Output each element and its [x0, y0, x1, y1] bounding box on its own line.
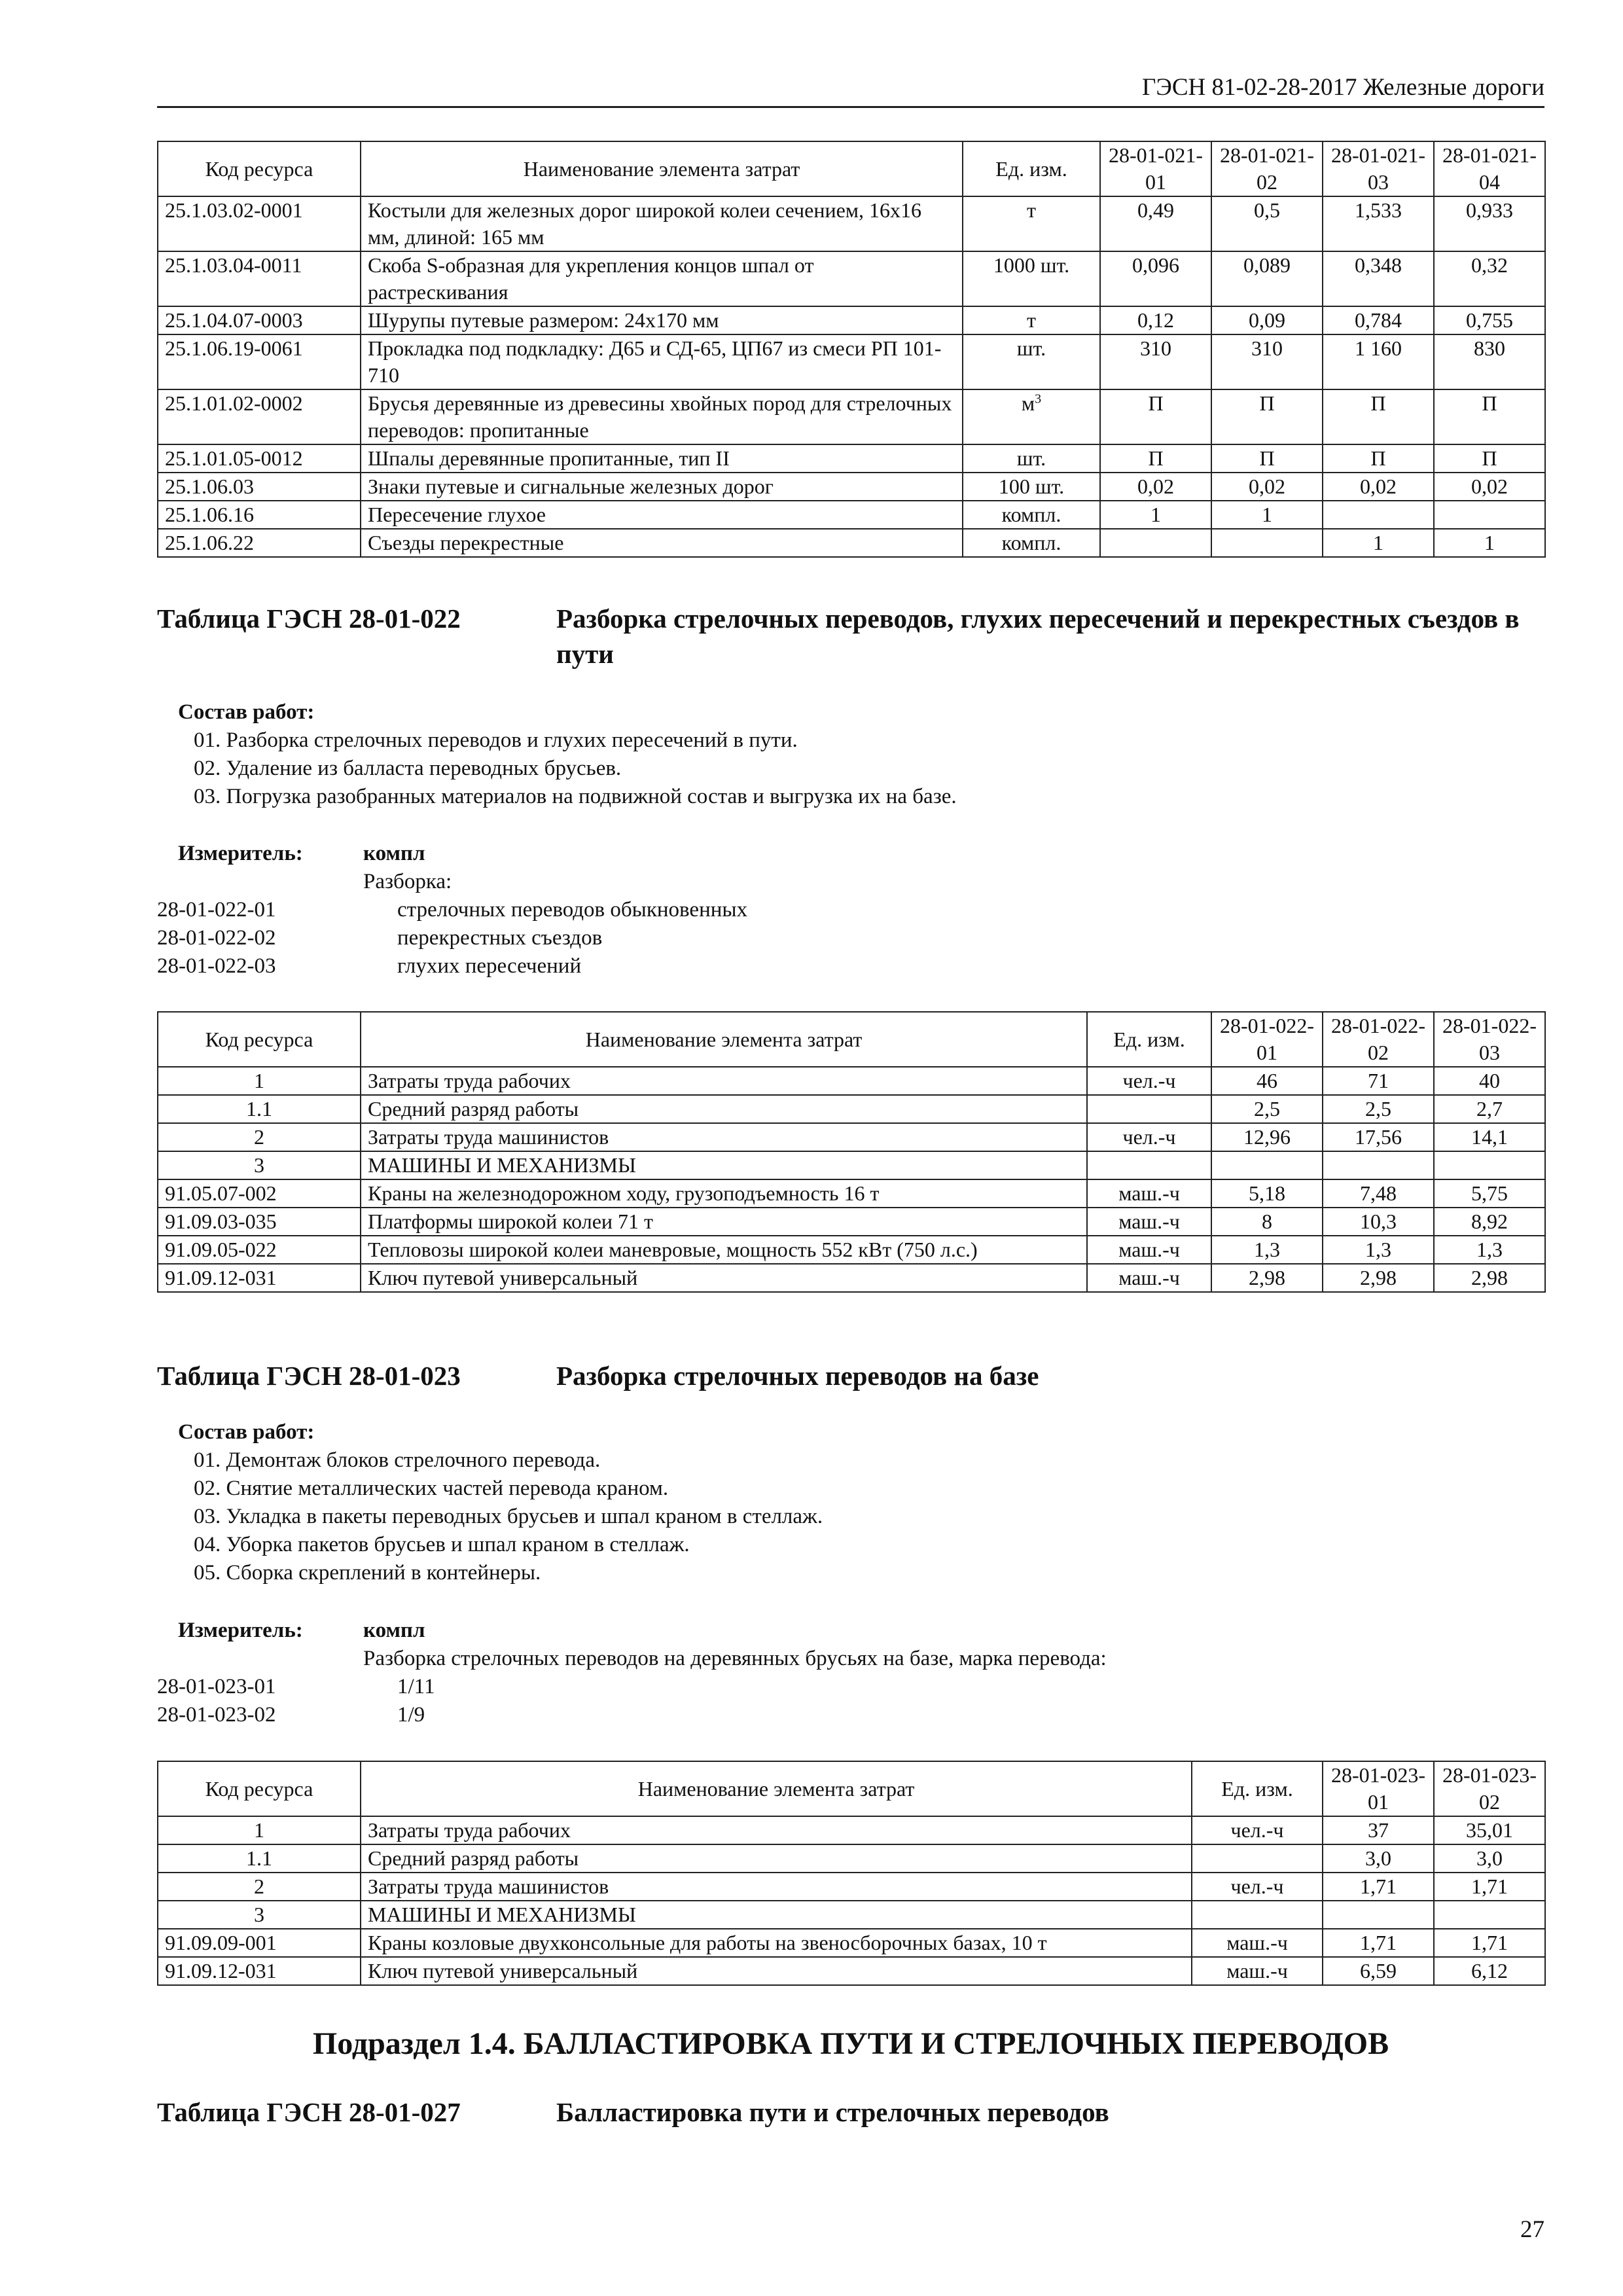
col-header-code: Код ресурса	[158, 141, 361, 196]
unit-cell	[963, 196, 1100, 251]
norm-value: 8	[1211, 1208, 1323, 1236]
norm-value: 14,1	[1434, 1123, 1545, 1151]
unit-cell	[1192, 1844, 1323, 1873]
table-title-name: Разборка стрелочных переводов, глухих пересечений и перекрестных съездов в пути	[556, 603, 1520, 669]
resource-name: Затраты труда машинистов	[361, 1873, 1192, 1901]
norm-value	[1323, 1151, 1434, 1179]
unit-cell	[1087, 1264, 1211, 1292]
table-row	[158, 1123, 1545, 1151]
unit-text: маш.-ч	[1118, 1210, 1180, 1233]
unit-cell	[963, 334, 1100, 389]
header-rule	[157, 106, 1544, 108]
unit-text: маш.-ч	[1118, 1266, 1180, 1289]
resource-table-023	[157, 1761, 1546, 1986]
works-composition-022	[157, 698, 957, 811]
resource-name: Платформы широкой колеи 71 т	[361, 1208, 1087, 1236]
resource-name: МАШИНЫ И МЕХАНИЗМЫ	[361, 1901, 1192, 1929]
resource-name: Краны козловые двухконсольные для работы на звеносборочных базах, 10 т	[361, 1929, 1192, 1957]
unit-cell	[963, 501, 1100, 529]
norm-value: 35,01	[1434, 1816, 1545, 1844]
col-header-norm: 28-01-021-04	[1434, 141, 1545, 196]
table-023-title	[157, 1358, 1544, 1393]
norm-value: П	[1100, 444, 1211, 473]
meter-item-code: 28-01-022-01	[157, 898, 276, 922]
unit-cell	[1192, 1873, 1323, 1901]
resource-code: 25.1.04.07-0003	[158, 306, 361, 334]
meter-label: Измеритель:	[178, 1619, 303, 1642]
resource-name: Шурупы путевые размером: 24х170 мм	[361, 306, 963, 334]
norm-value: 3,0	[1434, 1844, 1545, 1873]
unit-cell	[1087, 1179, 1211, 1208]
works-item: 01. Демонтаж блоков стрелочного перевода.	[194, 1448, 601, 1472]
meter-intro: Разборка стрелочных переводов на деревянных брусьях на базе, марка перевода:	[363, 1647, 1107, 1670]
meter-item-text: 1/9	[397, 1703, 425, 1727]
subsection-title: Подраздел 1.4. БАЛЛАСТИРОВКА ПУТИ И СТРЕЛОЧНЫХ ПЕРЕВОДОВ	[312, 2026, 1389, 2061]
table-row	[158, 1179, 1545, 1208]
unit-text: маш.-ч	[1118, 1181, 1180, 1205]
table-row	[158, 1151, 1545, 1179]
norm-value: 1	[1211, 501, 1323, 529]
unit-cell	[1192, 1901, 1323, 1929]
unit-text: 100 шт.	[998, 475, 1065, 498]
norm-value: 1,3	[1434, 1236, 1545, 1264]
resource-name: Средний разряд работы	[361, 1844, 1192, 1873]
resource-code: 3	[158, 1901, 361, 1929]
meter-item	[157, 952, 1544, 980]
unit-cell	[963, 444, 1100, 473]
table-027-title	[157, 2094, 1544, 2130]
resource-code: 2	[158, 1123, 361, 1151]
unit-text: маш.-ч	[1226, 1959, 1288, 1982]
meter-unit: компл	[363, 842, 425, 865]
unit-text: 1000 шт.	[993, 253, 1070, 277]
table-021	[157, 141, 1546, 558]
norm-value: 1,71	[1434, 1873, 1545, 1901]
resource-code: 1.1	[158, 1844, 361, 1873]
works-item: 02. Снятие металлических частей перевода краном.	[194, 1477, 669, 1500]
norm-value: 0,02	[1434, 473, 1545, 501]
unit-text: чел.-ч	[1122, 1069, 1176, 1092]
norm-value: 0,755	[1434, 306, 1545, 334]
table-row	[158, 1901, 1545, 1929]
table-row	[158, 1873, 1545, 1901]
resource-code: 25.1.06.03	[158, 473, 361, 501]
resource-name: Ключ путевой универсальный	[361, 1957, 1192, 1985]
table-row	[158, 251, 1545, 306]
page-number: 27	[1520, 2216, 1544, 2243]
norm-value: П	[1323, 444, 1434, 473]
resource-code: 25.1.03.04-0011	[158, 251, 361, 306]
col-header-unit: Ед. изм.	[963, 141, 1100, 196]
unit-text: чел.-ч	[1122, 1125, 1176, 1149]
table-row	[158, 473, 1545, 501]
norm-value	[1211, 529, 1323, 557]
meter-item	[157, 1673, 1544, 1701]
unit-text: шт.	[1016, 446, 1046, 470]
col-header-norm: 28-01-021-03	[1323, 141, 1434, 196]
col-header-unit: Ед. изм.	[1087, 1012, 1211, 1067]
norm-value: П	[1434, 444, 1545, 473]
table-row	[158, 1095, 1545, 1123]
unit-text: м	[1021, 391, 1035, 415]
table-022	[157, 1011, 1546, 1293]
meter-item	[157, 1701, 1544, 1729]
resource-name: МАШИНЫ И МЕХАНИЗМЫ	[361, 1151, 1087, 1179]
table-row	[158, 334, 1545, 389]
resource-name: Костыли для железных дорог широкой колеи сечением, 16х16 мм, длиной: 165 мм	[361, 196, 963, 251]
norm-value: 0,49	[1100, 196, 1211, 251]
norm-value: 0,02	[1211, 473, 1323, 501]
norm-value: 0,32	[1434, 251, 1545, 306]
table-title-name: Разборка стрелочных переводов на базе	[556, 1361, 1039, 1391]
unit-cell	[963, 251, 1100, 306]
unit-cell	[963, 529, 1100, 557]
unit-text: чел.-ч	[1230, 1874, 1284, 1898]
col-header-norm: 28-01-021-01	[1100, 141, 1211, 196]
col-header-name: Наименование элемента затрат	[361, 1761, 1192, 1816]
unit-text: маш.-ч	[1226, 1931, 1288, 1954]
norm-value: 830	[1434, 334, 1545, 389]
unit-text: чел.-ч	[1230, 1818, 1284, 1842]
norm-value: 310	[1211, 334, 1323, 389]
norm-value: 37	[1323, 1816, 1434, 1844]
norm-value	[1100, 529, 1211, 557]
table-row	[158, 1816, 1545, 1844]
unit-cell	[1087, 1236, 1211, 1264]
meter-item-text: стрелочных переводов обыкновенных	[397, 898, 748, 922]
works-item: 03. Погрузка разобранных материалов на подвижной состав и выгрузка их на базе.	[194, 785, 957, 808]
works-item: 01. Разборка стрелочных переводов и глухих пересечений в пути.	[194, 728, 798, 752]
resource-code: 1	[158, 1816, 361, 1844]
meter-item	[157, 924, 1544, 952]
norm-value: П	[1434, 389, 1545, 444]
resource-code: 91.09.09-001	[158, 1929, 361, 1957]
unit-text: т	[1027, 308, 1036, 332]
resource-code: 91.09.05-022	[158, 1236, 361, 1264]
norm-value	[1323, 501, 1434, 529]
unit-text: компл.	[1001, 503, 1061, 526]
norm-value: 1	[1323, 529, 1434, 557]
col-header-name: Наименование элемента затрат	[361, 141, 963, 196]
table-row	[158, 529, 1545, 557]
resource-code: 2	[158, 1873, 361, 1901]
unit-cell	[963, 306, 1100, 334]
meter-item-code: 28-01-023-02	[157, 1703, 276, 1727]
table-row	[158, 196, 1545, 251]
unit-text: маш.-ч	[1118, 1238, 1180, 1261]
norm-value: 5,75	[1434, 1179, 1545, 1208]
works-composition-023	[157, 1418, 823, 1587]
norm-value: 0,02	[1323, 473, 1434, 501]
col-header-norm: 28-01-022-03	[1434, 1012, 1545, 1067]
norm-value: 8,92	[1434, 1208, 1545, 1236]
table-row	[158, 1957, 1545, 1985]
norm-value: 0,089	[1211, 251, 1323, 306]
unit-superscript: 3	[1035, 391, 1042, 406]
resource-name: Тепловозы широкой колеи маневровые, мощность 552 кВт (750 л.с.)	[361, 1236, 1087, 1264]
resource-table-022	[157, 1011, 1546, 1293]
resource-code: 25.1.01.02-0002	[158, 389, 361, 444]
resource-name: Брусья деревянные из древесины хвойных пород для стрелочных переводов: пропитанные	[361, 389, 963, 444]
norm-value: 1	[1100, 501, 1211, 529]
resource-name: Шпалы деревянные пропитанные, тип II	[361, 444, 963, 473]
norm-value: 1 160	[1323, 334, 1434, 389]
resource-code: 1	[158, 1067, 361, 1095]
running-header: ГЭСН 81-02-28-2017 Железные дороги	[1142, 74, 1544, 101]
works-item: 04. Уборка пакетов брусьев и шпал краном в стеллаж.	[194, 1533, 690, 1556]
norm-value: 40	[1434, 1067, 1545, 1095]
unit-cell	[1087, 1208, 1211, 1236]
norm-value: 0,02	[1100, 473, 1211, 501]
unit-cell	[1087, 1151, 1211, 1179]
unit-cell	[1192, 1929, 1323, 1957]
table-row	[158, 389, 1545, 444]
norm-value: 0,12	[1100, 306, 1211, 334]
resource-code: 25.1.03.02-0001	[158, 196, 361, 251]
table-row	[158, 1067, 1545, 1095]
resource-table-021	[157, 141, 1546, 558]
resource-name: Съезды перекрестные	[361, 529, 963, 557]
col-header-norm: 28-01-023-01	[1323, 1761, 1434, 1816]
meter-label: Измеритель:	[178, 842, 303, 865]
table-022-title	[157, 601, 1544, 672]
unit-text: компл.	[1001, 531, 1061, 554]
norm-value: 46	[1211, 1067, 1323, 1095]
resource-code: 25.1.06.22	[158, 529, 361, 557]
unit-cell	[963, 389, 1100, 444]
col-header-norm: 28-01-022-02	[1323, 1012, 1434, 1067]
resource-name: Прокладка под подкладку: Д65 и СД-65, ЦП67 из смеси РП 101-710	[361, 334, 963, 389]
table-title-code: Таблица ГЭСН 28-01-027	[157, 2097, 461, 2127]
resource-name: Скоба S-образная для укрепления концов шпал от растрескивания	[361, 251, 963, 306]
norm-value: 17,56	[1323, 1123, 1434, 1151]
resource-code: 25.1.06.19-0061	[158, 334, 361, 389]
works-item: 03. Укладка в пакеты переводных брусьев и шпал краном в стеллаж.	[194, 1505, 823, 1528]
table-row	[158, 444, 1545, 473]
norm-value: 0,784	[1323, 306, 1434, 334]
resource-name: Затраты труда машинистов	[361, 1123, 1087, 1151]
norm-value	[1434, 1151, 1545, 1179]
col-header-norm: 28-01-022-01	[1211, 1012, 1323, 1067]
norm-value: 2,98	[1211, 1264, 1323, 1292]
norm-value: 0,5	[1211, 196, 1323, 251]
norm-value	[1211, 1151, 1323, 1179]
norm-value: 3,0	[1323, 1844, 1434, 1873]
norm-value: 1,71	[1434, 1929, 1545, 1957]
col-header-name: Наименование элемента затрат	[361, 1012, 1087, 1067]
resource-name: Знаки путевые и сигнальные железных дорог	[361, 473, 963, 501]
col-header-code: Код ресурса	[158, 1761, 361, 1816]
resource-code: 25.1.06.16	[158, 501, 361, 529]
resource-code: 91.09.03-035	[158, 1208, 361, 1236]
norm-value: 0,933	[1434, 196, 1545, 251]
table-row	[158, 1844, 1545, 1873]
meter-item-text: перекрестных съездов	[397, 926, 603, 950]
table-title-name: Балластировка пути и стрелочных переводов	[556, 2097, 1109, 2127]
norm-value: 71	[1323, 1067, 1434, 1095]
resource-name: Средний разряд работы	[361, 1095, 1087, 1123]
norm-value: 2,5	[1211, 1095, 1323, 1123]
norm-value: 310	[1100, 334, 1211, 389]
meter-item-code: 28-01-022-03	[157, 954, 276, 978]
norm-value: 0,348	[1323, 251, 1434, 306]
norm-value: 2,98	[1434, 1264, 1545, 1292]
norm-value: 6,12	[1434, 1957, 1545, 1985]
norm-value: 12,96	[1211, 1123, 1323, 1151]
meter-block-023	[157, 1617, 1544, 1729]
norm-value: 1,71	[1323, 1929, 1434, 1957]
table-row	[158, 1929, 1545, 1957]
col-header-unit: Ед. изм.	[1192, 1761, 1323, 1816]
table-row	[158, 1208, 1545, 1236]
norm-value: 7,48	[1323, 1179, 1434, 1208]
table-row	[158, 1264, 1545, 1292]
norm-value: 1,3	[1211, 1236, 1323, 1264]
norm-value: П	[1323, 389, 1434, 444]
unit-cell	[963, 473, 1100, 501]
norm-value: 2,5	[1323, 1095, 1434, 1123]
table-row	[158, 1236, 1545, 1264]
meter-item-text: 1/11	[397, 1675, 435, 1698]
resource-code: 91.09.12-031	[158, 1957, 361, 1985]
unit-cell	[1087, 1123, 1211, 1151]
norm-value: 5,18	[1211, 1179, 1323, 1208]
norm-value: 0,09	[1211, 306, 1323, 334]
col-header-norm: 28-01-023-02	[1434, 1761, 1545, 1816]
unit-text: шт.	[1016, 336, 1046, 360]
table-title-code: Таблица ГЭСН 28-01-023	[157, 1361, 461, 1391]
works-item: 02. Удаление из балласта переводных брусьев.	[194, 757, 622, 780]
table-title-code: Таблица ГЭСН 28-01-022	[157, 603, 461, 634]
resource-code: 1.1	[158, 1095, 361, 1123]
norm-value	[1323, 1901, 1434, 1929]
meter-block-022	[157, 840, 1544, 980]
norm-value: 1	[1434, 529, 1545, 557]
norm-value: П	[1211, 389, 1323, 444]
meter-item-text: глухих пересечений	[397, 954, 582, 978]
norm-value: 0,096	[1100, 251, 1211, 306]
norm-value: 6,59	[1323, 1957, 1434, 1985]
works-item: 05. Сборка скреплений в контейнеры.	[194, 1561, 541, 1585]
norm-value: 10,3	[1323, 1208, 1434, 1236]
works-label: Состав работ:	[178, 1420, 315, 1444]
norm-value: 2,7	[1434, 1095, 1545, 1123]
norm-value: 2,98	[1323, 1264, 1434, 1292]
unit-text: т	[1027, 198, 1036, 222]
table-row	[158, 501, 1545, 529]
unit-cell	[1192, 1957, 1323, 1985]
works-label: Состав работ:	[178, 700, 315, 724]
resource-name: Пересечение глухое	[361, 501, 963, 529]
unit-cell	[1087, 1095, 1211, 1123]
resource-name: Ключ путевой универсальный	[361, 1264, 1087, 1292]
table-row	[158, 306, 1545, 334]
norm-value: 1,3	[1323, 1236, 1434, 1264]
norm-value	[1434, 1901, 1545, 1929]
table-023	[157, 1761, 1546, 1986]
unit-cell	[1087, 1067, 1211, 1095]
meter-item	[157, 896, 1544, 924]
resource-code: 3	[158, 1151, 361, 1179]
resource-code: 91.09.12-031	[158, 1264, 361, 1292]
norm-value: 1,533	[1323, 196, 1434, 251]
resource-code: 25.1.01.05-0012	[158, 444, 361, 473]
col-header-norm: 28-01-021-02	[1211, 141, 1323, 196]
norm-value: 1,71	[1323, 1873, 1434, 1901]
norm-value	[1434, 501, 1545, 529]
resource-name: Краны на железнодорожном ходу, грузоподъемность 16 т	[361, 1179, 1087, 1208]
resource-name: Затраты труда рабочих	[361, 1816, 1192, 1844]
resource-code: 91.05.07-002	[158, 1179, 361, 1208]
unit-cell	[1192, 1816, 1323, 1844]
meter-item-code: 28-01-023-01	[157, 1675, 276, 1698]
col-header-code: Код ресурса	[158, 1012, 361, 1067]
meter-intro: Разборка:	[363, 870, 452, 893]
meter-unit: компл	[363, 1619, 425, 1642]
norm-value: П	[1100, 389, 1211, 444]
norm-value: П	[1211, 444, 1323, 473]
meter-item-code: 28-01-022-02	[157, 926, 276, 950]
resource-name: Затраты труда рабочих	[361, 1067, 1087, 1095]
